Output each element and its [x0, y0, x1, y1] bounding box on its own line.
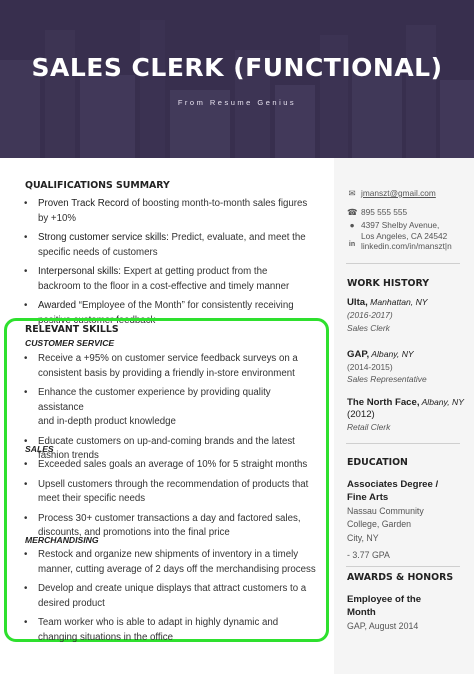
- sales-subheading: SALES: [25, 444, 54, 454]
- list-item: • Interpersonal skills: Expert at getting product from the backroom to the floor in a cost-effective and timely manner: [24, 266, 290, 292]
- awards-heading: AWARDS & HONORS: [347, 572, 454, 583]
- location-pin-icon: ●: [349, 220, 355, 230]
- qualifications-list: [10, 197, 318, 333]
- sidebar-divider: [346, 566, 460, 567]
- list-item: • Awarded “Employee of the Month” for consistently receiving positive customer feedback: [24, 300, 294, 326]
- merchandising-list: [10, 548, 318, 650]
- phone-icon: ☎: [347, 207, 358, 217]
- customer-service-subheading: CUSTOMER SERVICE: [25, 338, 115, 348]
- customer-service-list: [10, 352, 318, 469]
- education-degree: Associates Degree / Fine Arts: [347, 479, 439, 503]
- job-north-face-role: Retail Clerk: [347, 422, 391, 432]
- education-school: Nassau Community College, Garden City, NY: [347, 506, 424, 543]
- list-item: • Team worker who is able to adapt in highly dynamic and changing situations in the office: [24, 617, 279, 643]
- contact-address: 4397 Shelby Avenue, Los Angeles, CA 24542: [361, 220, 448, 241]
- resume-header: [0, 0, 474, 158]
- bullet-icon: •: [24, 266, 28, 277]
- linkedin-icon: in: [348, 241, 356, 248]
- bullet-icon: •: [24, 300, 28, 311]
- education-gpa: - 3.77 GPA: [347, 550, 390, 560]
- bullet-icon: •: [24, 583, 28, 594]
- list-item: • Proven Track Record of boosting month-to-month sales figures by +10%: [24, 198, 308, 224]
- contact-linkedin[interactable]: linkedin.com/in/manszt|n: [361, 241, 452, 251]
- bullet-icon: •: [24, 198, 28, 209]
- bullet-icon: •: [24, 435, 28, 447]
- sales-list: [10, 458, 318, 546]
- award-title: Employee of the Month: [347, 594, 422, 618]
- envelope-icon: ✉: [348, 188, 356, 198]
- merchandising-subheading: MERCHANDISING: [25, 535, 99, 545]
- bullet-icon: •: [24, 512, 28, 524]
- work-history-heading: WORK HISTORY: [347, 278, 430, 289]
- list-item: • Receive a +95% on customer service feedback surveys on a consistent basis by providing a friendly in-store environment: [24, 353, 298, 379]
- education-heading: EDUCATION: [347, 457, 408, 468]
- job-gap-role: Sales Representative: [347, 374, 427, 384]
- list-item: • Strong customer service skills: Predict, evaluate, and meet the specific needs of customers: [24, 232, 306, 258]
- list-item: • Restock and organize new shipments of inventory in a timely manner, cutting average of 2 days off the merchandising process: [24, 549, 316, 575]
- list-item: • Process 30+ customer transactions a day and factored sales, discounts, and promotions into the final price: [24, 512, 301, 538]
- bullet-icon: •: [24, 353, 28, 364]
- job-ulta-dates: (2016-2017): [347, 310, 393, 320]
- contact-email[interactable]: jmanszt@gmail.com: [361, 188, 436, 198]
- sidebar-divider: [346, 443, 460, 444]
- list-item: • Exceeded sales goals an average of 10% for 5 straight months: [10, 458, 318, 473]
- job-ulta-role: Sales Clerk: [347, 323, 390, 333]
- job-north-face: The North Face, Albany, NY: [347, 397, 464, 408]
- bullet-icon: •: [24, 617, 28, 628]
- list-item: • Upsell customers through the recommendation of products that meet their specific needs: [24, 478, 309, 504]
- list-item: • Enhance the customer experience by providing quality assistance and in-depth product knowledge: [24, 387, 271, 427]
- resume-title: SALES CLERK (FUNCTIONAL): [31, 53, 443, 82]
- qualifications-heading: QUALIFICATIONS SUMMARY: [25, 180, 170, 191]
- list-item: • Educate customers on up-and-coming brands and the latest fashion trends: [24, 435, 295, 461]
- bullet-icon: •: [24, 478, 28, 490]
- job-ulta: Ulta, Manhattan, NY: [347, 297, 428, 308]
- relevant-skills-heading: RELEVANT SKILLS: [25, 324, 119, 335]
- job-gap: GAP, Albany, NY: [347, 349, 414, 360]
- job-north-face-dates: (2012): [347, 409, 375, 420]
- resume-subtitle: From Resume Genius: [177, 98, 297, 107]
- list-item: • Develop and create unique displays that attract customers to a desired product: [24, 583, 307, 609]
- job-gap-dates: (2014-2015): [347, 362, 393, 372]
- contact-phone: 895 555 555: [361, 207, 408, 217]
- award-detail: GAP, August 2014: [347, 621, 419, 631]
- bullet-icon: •: [24, 459, 28, 470]
- bullet-icon: •: [24, 232, 28, 243]
- bullet-icon: •: [24, 387, 28, 398]
- bullet-icon: •: [24, 549, 28, 560]
- sidebar-divider: [346, 263, 460, 264]
